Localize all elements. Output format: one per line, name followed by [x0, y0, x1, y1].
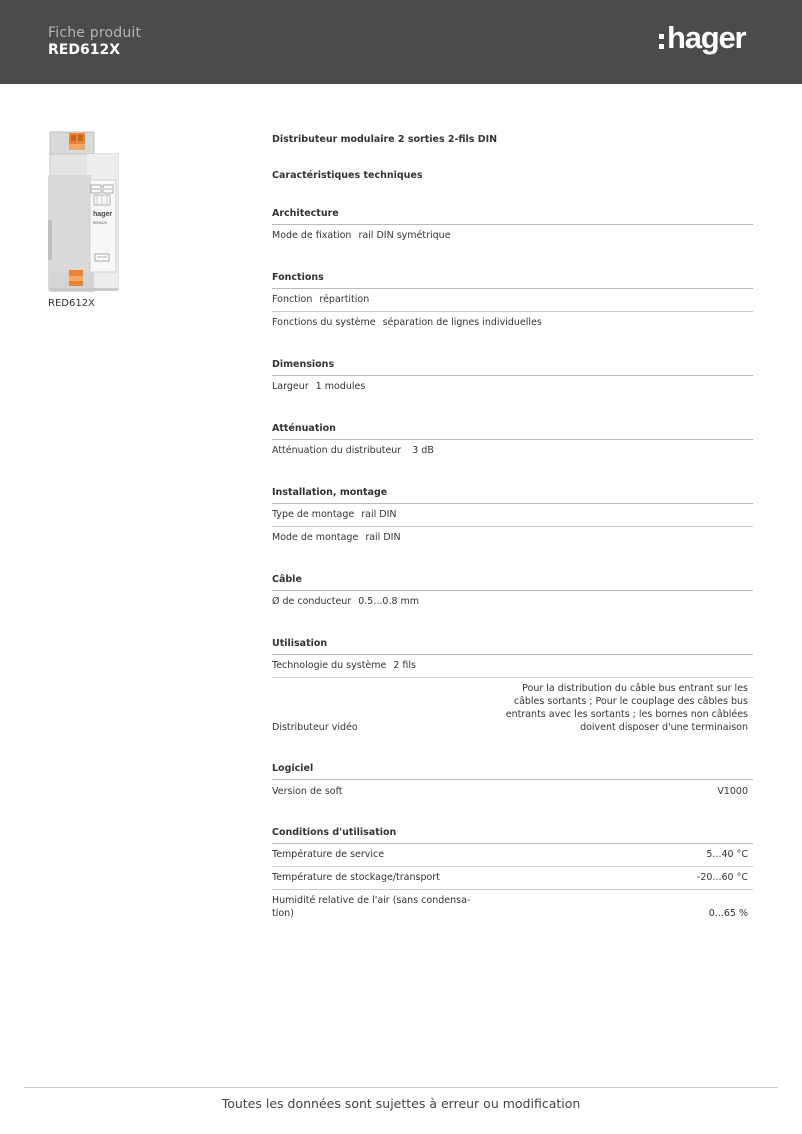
spec-value: 1 modules	[315, 381, 366, 392]
spec-row	[272, 867, 753, 890]
section-title: Logiciel	[272, 763, 314, 774]
spec-row	[272, 591, 753, 614]
spec-row	[272, 780, 753, 803]
spec-value: rail DIN symétrique	[358, 230, 451, 241]
header-product-code: RED612X	[48, 42, 120, 58]
section-cable	[272, 572, 753, 614]
spec-value: 2 fils	[393, 660, 416, 671]
spec-row	[272, 527, 753, 550]
spec-key: Fonctions du système	[272, 317, 376, 328]
spec-row	[272, 312, 753, 335]
spec-key: Largeur	[272, 381, 309, 392]
spec-value: 5...40 °C	[706, 849, 748, 860]
spec-key: Mode de montage	[272, 532, 359, 543]
spec-value: rail DIN	[361, 509, 397, 520]
spec-value: V1000	[717, 786, 748, 797]
spec-key: Technologie du système	[272, 660, 387, 671]
specs-heading: Caractéristiques techniques	[272, 170, 423, 181]
section-title: Installation, montage	[272, 487, 388, 498]
section-title: Utilisation	[272, 638, 328, 649]
spec-key: Température de service	[272, 849, 385, 860]
spec-key: Version de soft	[272, 786, 343, 797]
spec-row	[272, 844, 753, 867]
spec-value: rail DIN	[365, 532, 401, 543]
device-brand-mark: hager	[93, 211, 113, 218]
section-logiciel	[272, 761, 753, 803]
section-title: Conditions d'utilisation	[272, 827, 397, 838]
spec-key: Mode de fixation	[272, 230, 352, 241]
spec-value: -20...60 °C	[696, 872, 748, 883]
spec-key: Atténuation du distributeur	[272, 445, 402, 456]
spec-value: répartition	[319, 294, 370, 305]
section-architecture	[272, 206, 753, 248]
spec-key: Fonction	[272, 294, 313, 305]
spec-row	[272, 504, 753, 527]
spec-row	[272, 678, 753, 739]
section-utilisation	[272, 636, 753, 739]
spec-key: Température de stockage/transport	[272, 872, 440, 883]
product-image-caption: RED612X	[48, 298, 95, 309]
page-header	[0, 0, 802, 84]
spec-key: Humidité relative de l'air (sans condensa-tion)	[272, 895, 471, 919]
spec-row	[272, 376, 753, 399]
device-model-label: RED612X	[93, 221, 108, 225]
section-dimensions	[272, 357, 753, 399]
spec-key: Ø de conducteur	[272, 596, 352, 607]
section-title: Architecture	[272, 208, 339, 219]
spec-row	[272, 225, 753, 248]
spec-row	[272, 440, 753, 463]
section-installation	[272, 485, 753, 550]
section-title: Dimensions	[272, 359, 335, 370]
spec-value: 0.5...0.8 mm	[358, 596, 420, 607]
section-fonctions	[272, 270, 753, 335]
spec-value: 3 dB	[412, 445, 434, 456]
spec-row	[272, 890, 753, 925]
section-title: Atténuation	[272, 423, 336, 434]
spec-row	[272, 655, 753, 678]
product-image	[47, 130, 129, 294]
spec-value: 0...65 %	[708, 908, 748, 919]
spec-value: séparation de lignes individuelles	[382, 317, 542, 328]
section-title: Fonctions	[272, 272, 324, 283]
spec-key: Distributeur vidéo	[272, 722, 358, 733]
footer-divider	[24, 1087, 778, 1088]
section-title: Câble	[272, 574, 302, 585]
section-attenuation	[272, 421, 753, 463]
brand-logo: hager	[667, 20, 746, 55]
footer-disclaimer: Toutes les données sont sujettes à erreur ou modification	[221, 1096, 581, 1111]
spec-key: Type de montage	[272, 509, 355, 520]
document-title: Distributeur modulaire 2 sorties 2-fils DIN	[272, 134, 498, 145]
brand-logo-dots	[659, 34, 664, 52]
header-label: Fiche produit	[48, 25, 142, 41]
spec-value: Pour la distribution du câble bus entrant sur les câbles sortants ; Pour le couplage des câbles bus entrants avec les sortants ; les bornes non câblées doivent disposer d'une terminaison	[505, 683, 748, 733]
spec-content	[272, 132, 753, 925]
section-conditions	[272, 825, 753, 925]
spec-row	[272, 289, 753, 312]
